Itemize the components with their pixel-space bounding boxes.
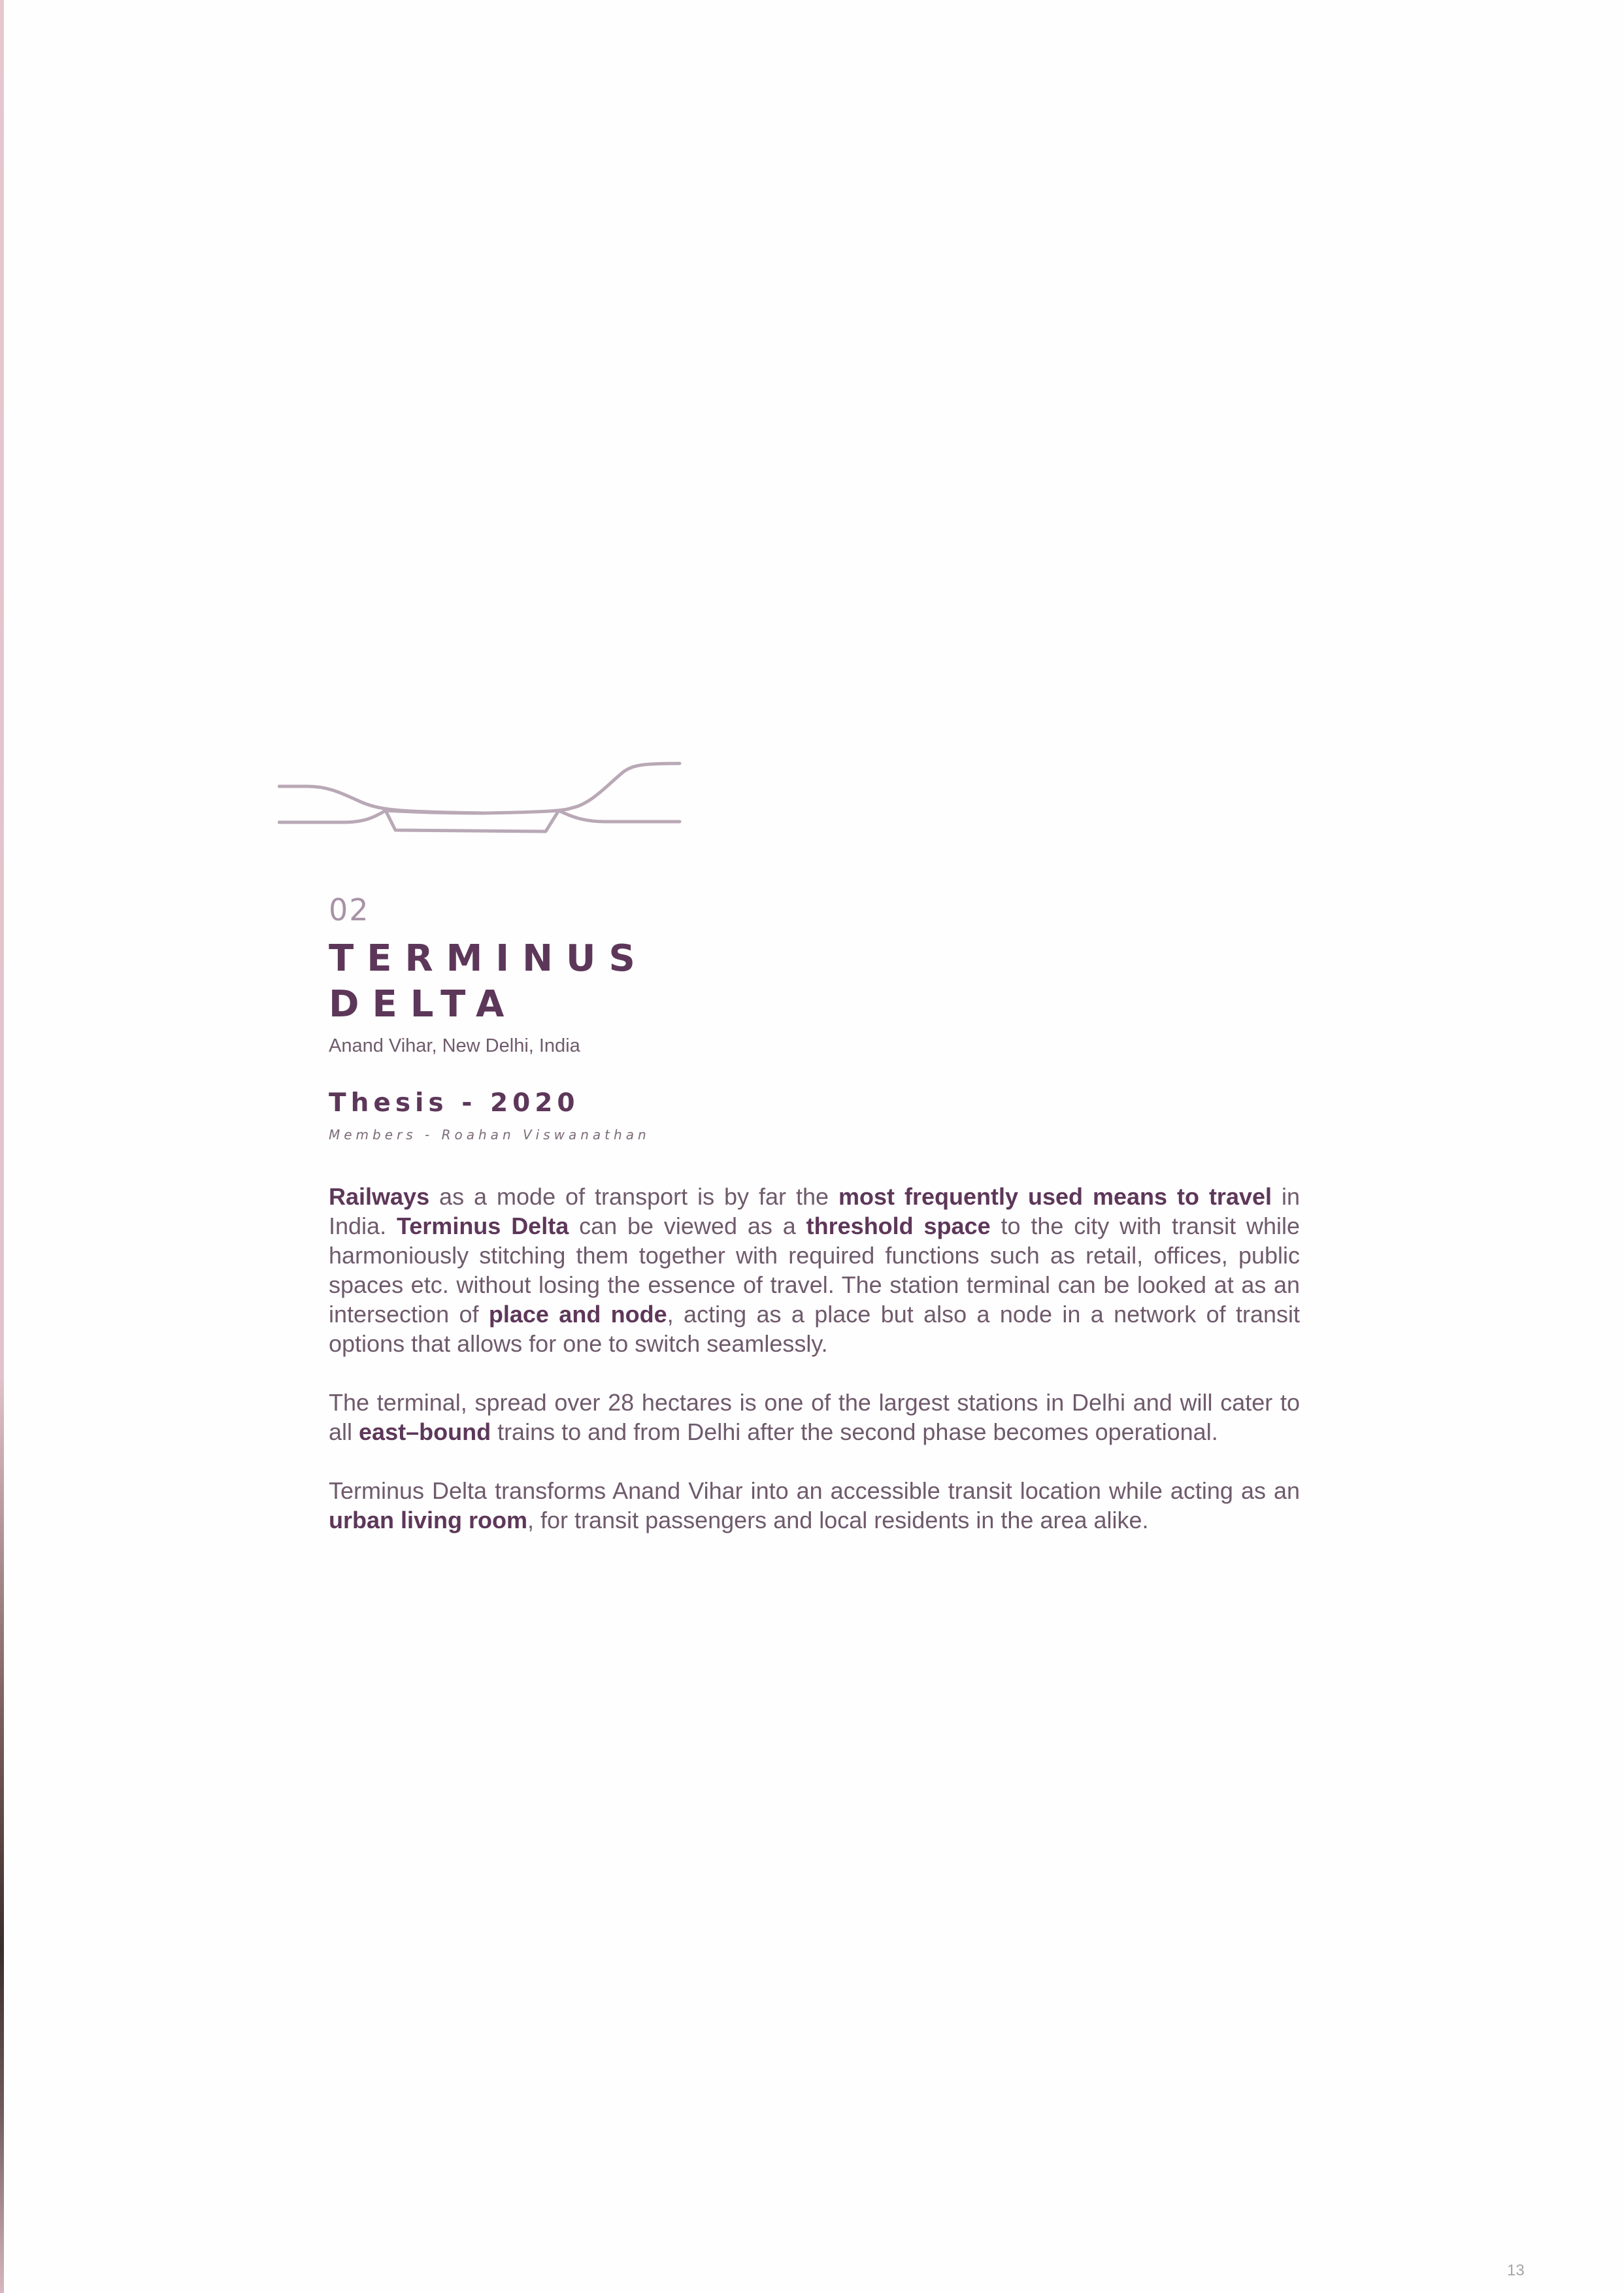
body-text-segment: can be viewed as a [569,1213,806,1239]
body-text-segment: , acting as a place but also a node in a network of transit options that allows for one to switch seamlessly. [329,1301,1301,1357]
project-title [329,936,786,1028]
project-title-line-1: TERMINUS [329,937,648,980]
emphasis-text: Terminus Delta [396,1213,569,1239]
railway-track-outline-icon [278,758,683,837]
project-title-line-2: DELTA [329,983,518,1026]
emphasis-text: threshold space [806,1213,991,1239]
emphasis-text: place and node [488,1301,667,1328]
body-text-segment: The terminal, spread over 28 hectares is one of the largest stations in Delhi and will cater to all [329,1389,1300,1445]
project-description [329,1182,1300,1564]
body-text-segment: to the city with transit while harmoniously stitching them together with required functions such as retail, offices, public spaces etc. without losing the essence of travel. The station terminal can be looked at as an intersection of [329,1213,1300,1328]
emphasis-text: urban living room [329,1507,528,1533]
description-paragraph [329,1476,1300,1535]
emphasis-text: Railways [329,1183,430,1210]
description-paragraph [329,1182,1300,1358]
body-text-segment: in India. [329,1183,1300,1239]
cover-edge-strip [0,0,4,2293]
thesis-year: Thesis - 2020 [329,1088,580,1118]
description-paragraph [329,1388,1300,1447]
page-number: 13 [1507,2262,1525,2279]
emphasis-text: most frequently used means to travel [838,1183,1272,1210]
body-text-segment: as a mode of transport is by far the [429,1183,839,1210]
emphasis-text: east–bound [359,1418,491,1445]
project-location: Anand Vihar, New Delhi, India [329,1035,580,1056]
body-text-segment: , for transit passengers and local residents in the area alike. [527,1507,1149,1533]
project-number: 02 [329,892,370,928]
team-members: Members - Roahan Viswanathan [329,1127,650,1143]
body-text-segment: trains to and from Delhi after the second phase becomes operational. [491,1418,1218,1445]
body-text-segment: Terminus Delta transforms Anand Vihar into an accessible transit location while acting as an [329,1477,1300,1504]
